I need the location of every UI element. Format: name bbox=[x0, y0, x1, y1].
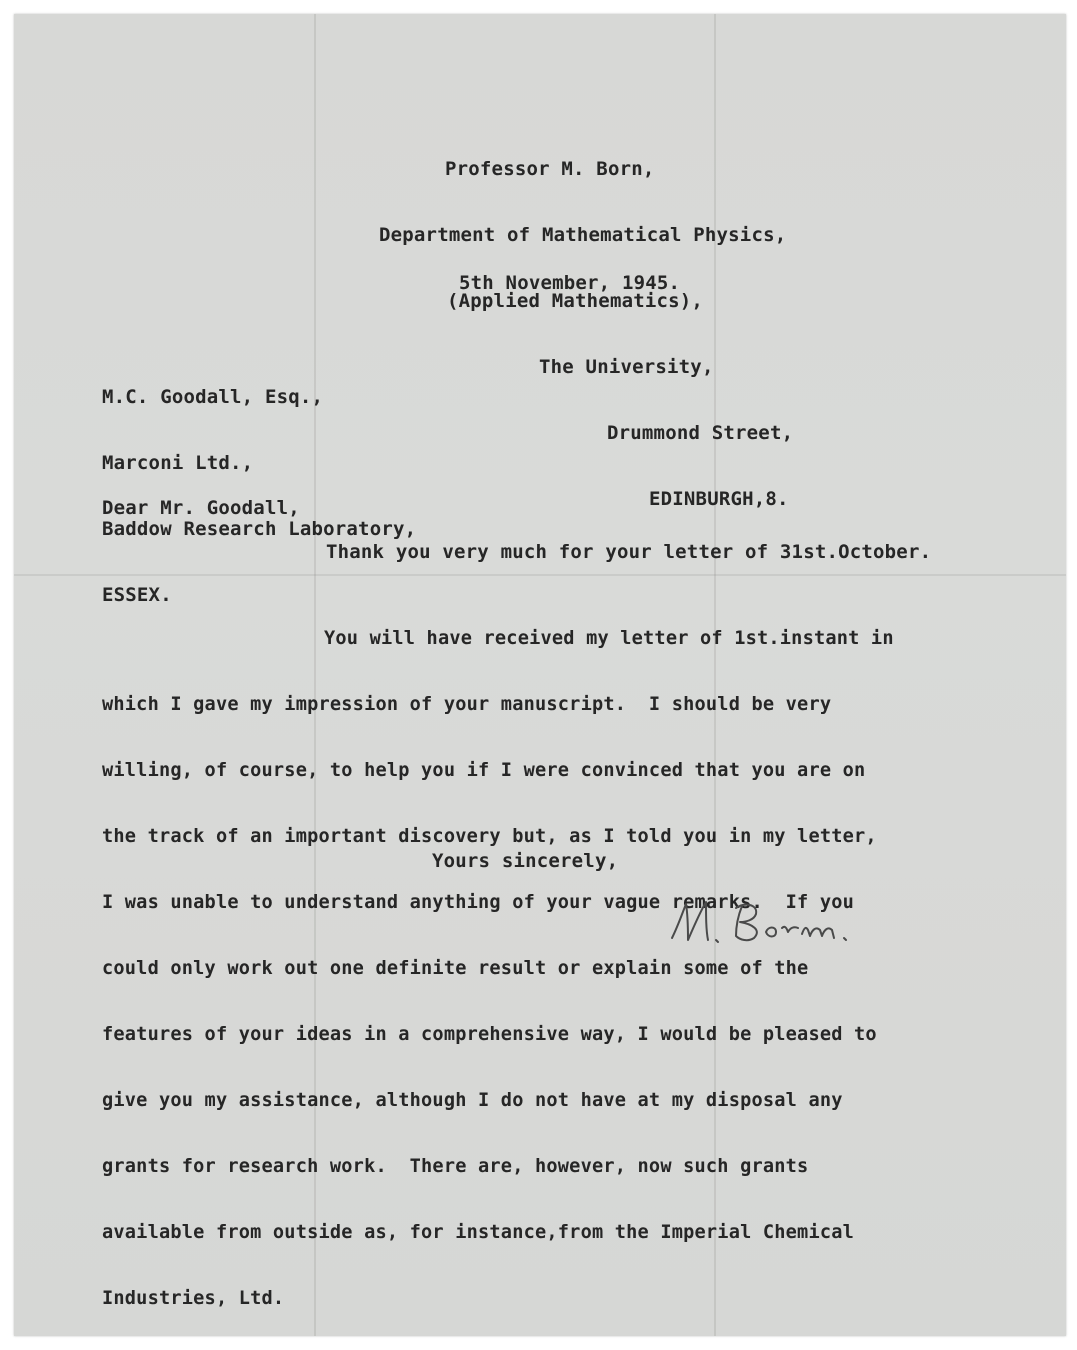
letter-date: 5th November, 1945. bbox=[459, 272, 681, 294]
sender-line: The University, bbox=[539, 356, 714, 378]
recipient-line: M.C. Goodall, Esq., bbox=[102, 386, 324, 408]
handwritten-signature bbox=[666, 886, 851, 956]
opening-line: Thank you very much for your letter of 31st.October. bbox=[326, 541, 932, 563]
body-line: You will have received my letter of 1st.instant in bbox=[324, 628, 894, 649]
sender-line: (Applied Mathematics), bbox=[447, 290, 704, 312]
body-paragraph bbox=[102, 584, 894, 1336]
sender-line: Professor M. Born, bbox=[445, 158, 655, 180]
body-line: grants for research work. There are, however, now such grants bbox=[102, 1156, 809, 1177]
sender-line: Department of Mathematical Physics, bbox=[379, 224, 787, 246]
body-line: available from outside as, for instance,from the Imperial Chemical bbox=[102, 1222, 855, 1243]
body-line: could only work out one definite result or explain some of the bbox=[102, 958, 809, 979]
body-line: give you my assistance, although I do not have at my disposal any bbox=[102, 1090, 843, 1111]
body-line: features of your ideas in a comprehensive way, I would be pleased to bbox=[102, 1024, 877, 1045]
sender-address bbox=[379, 114, 793, 554]
sender-line: Drummond Street, bbox=[607, 422, 794, 444]
body-line: Industries, Ltd. bbox=[102, 1288, 285, 1309]
sender-line: EDINBURGH,8. bbox=[649, 488, 789, 510]
body-line: I was unable to understand anything of your vague remarks. If you bbox=[102, 892, 855, 913]
body-line: which I gave my impression of your manuscript. I should be very bbox=[102, 694, 832, 715]
recipient-line: Baddow Research Laboratory, bbox=[102, 518, 417, 540]
body-line: willing, of course, to help you if I were convinced that you are on bbox=[102, 760, 866, 781]
body-line: the track of an important discovery but, as I told you in my letter, bbox=[102, 826, 877, 847]
letter-page bbox=[14, 14, 1066, 1336]
salutation: Dear Mr. Goodall, bbox=[102, 497, 300, 519]
recipient-line: Marconi Ltd., bbox=[102, 452, 254, 474]
closing: Yours sincerely, bbox=[432, 850, 619, 872]
recipient-line: ESSEX. bbox=[102, 584, 172, 606]
